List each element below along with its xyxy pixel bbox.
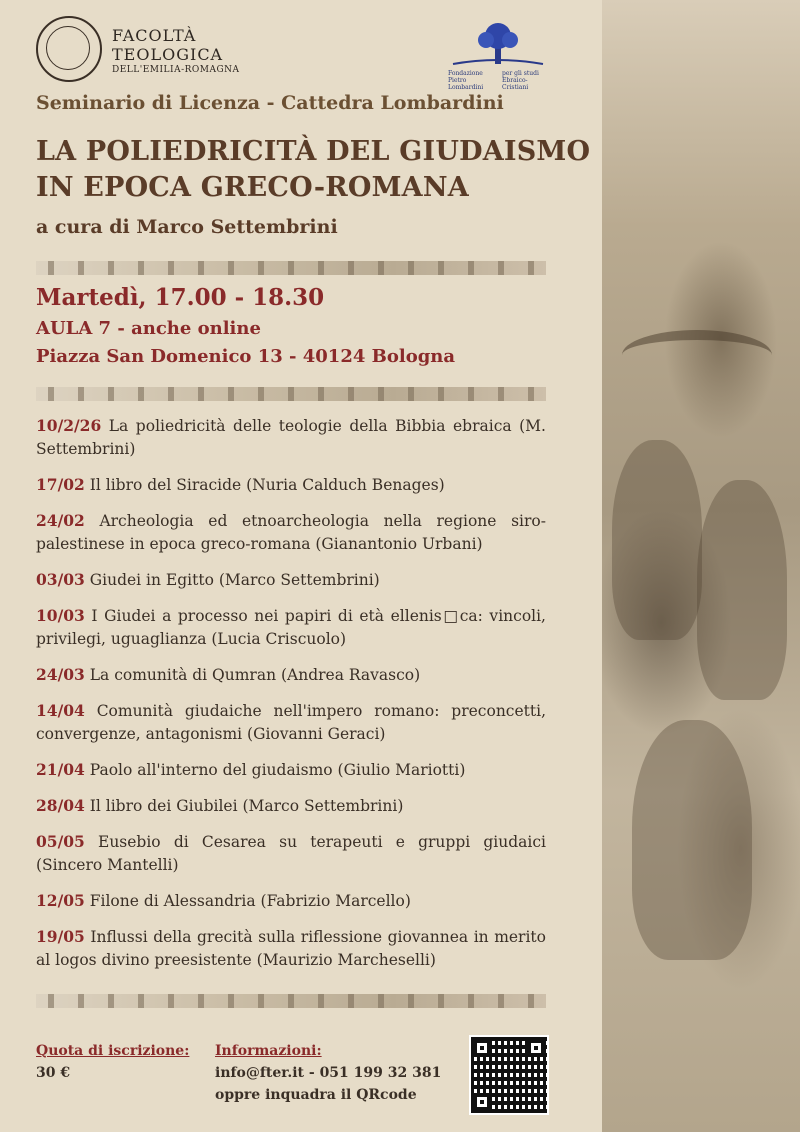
faculty-logo xyxy=(36,16,102,82)
lecture-text: Il libro dei Giubilei (Marco Settembrini) xyxy=(89,797,404,815)
list-item xyxy=(36,604,546,651)
event-room: AULA 7 - anche online xyxy=(36,318,261,339)
event-title-line2: IN EPOCA GRECO-ROMANA xyxy=(36,172,469,203)
list-item xyxy=(36,699,546,746)
qr-finder-icon xyxy=(473,1039,491,1057)
lecture-date: 28/04 xyxy=(36,796,85,815)
lecture-text: I Giudei a processo nei papiri di età ellenis□ca: vincoli, privilegi, uguaglianza (Lucia Criscuolo) xyxy=(36,607,546,648)
lecture-date: 10/03 xyxy=(36,606,85,625)
figure-shape xyxy=(632,720,752,960)
lecture-date: 24/02 xyxy=(36,511,85,530)
figure-shape xyxy=(612,440,702,640)
lecture-date: 19/05 xyxy=(36,927,85,946)
lecture-text: Influssi della grecità sulla riflessione giovannea in merito al logos divino preesistente (Maurizio Marcheselli) xyxy=(36,928,546,969)
lecture-date: 05/05 xyxy=(36,832,85,851)
event-time: Martedì, 17.00 - 18.30 xyxy=(36,284,325,311)
list-item xyxy=(36,794,546,818)
divider xyxy=(36,261,546,275)
lecture-text: Giudei in Egitto (Marco Settembrini) xyxy=(89,571,380,589)
fee-label: Quota di iscrizione: xyxy=(36,1043,190,1059)
program-list xyxy=(36,414,546,984)
menorah-relief-shape xyxy=(622,330,772,380)
info-qr-hint: oppre inquadra il QRcode xyxy=(215,1087,417,1103)
tree-icon xyxy=(448,20,548,70)
lecture-text: Il libro del Siracide (Nuria Calduch Benages) xyxy=(89,476,445,494)
list-item xyxy=(36,830,546,877)
lecture-date: 24/03 xyxy=(36,665,85,684)
qr-finder-icon xyxy=(527,1039,545,1057)
lecture-text: Archeologia ed etnoarcheologia nella regione siro-palestinese in epoca greco-romana (Gianantonio Urbani) xyxy=(36,512,546,553)
foundation-logo xyxy=(448,20,548,91)
lecture-text: Filone di Alessandria (Fabrizio Marcello) xyxy=(89,892,411,910)
list-item xyxy=(36,568,546,592)
event-address: Piazza San Domenico 13 - 40124 Bologna xyxy=(36,346,456,367)
list-item xyxy=(36,889,546,913)
qr-code[interactable] xyxy=(471,1037,547,1113)
lecture-date: 21/04 xyxy=(36,760,85,779)
lecture-date: 17/02 xyxy=(36,475,85,494)
foundation-caption-right: per gli studi Ebraico-Cristiani xyxy=(502,70,539,91)
list-item xyxy=(36,414,546,461)
list-item xyxy=(36,509,546,556)
event-title xyxy=(36,134,590,206)
info-label: Informazioni: xyxy=(215,1043,322,1059)
list-item xyxy=(36,925,546,972)
lecture-text: La poliedricità delle teologie della Bibbia ebraica (M. Settembrini) xyxy=(36,417,546,458)
curator: a cura di Marco Settembrini xyxy=(36,216,338,238)
lecture-date: 10/2/26 xyxy=(36,416,102,435)
seminar-label: Seminario di Licenza - Cattedra Lombardini xyxy=(36,92,504,114)
info-contact xyxy=(215,1062,441,1106)
lecture-date: 12/05 xyxy=(36,891,85,910)
faculty-name-line1: FACOLTÀ xyxy=(112,26,197,45)
lecture-text: Paolo all'interno del giudaismo (Giulio Mariotti) xyxy=(89,761,466,779)
lecture-text: La comunità di Qumran (Andrea Ravasco) xyxy=(89,666,421,684)
event-title-line1: LA POLIEDRICITÀ DEL GIUDAISMO xyxy=(36,136,591,167)
fee-value: 30 € xyxy=(36,1065,71,1081)
faculty-name xyxy=(112,26,240,76)
list-item xyxy=(36,473,546,497)
lecture-date: 14/04 xyxy=(36,701,85,720)
lecture-date: 03/03 xyxy=(36,570,85,589)
info-email-phone: info@fter.it - 051 199 32 381 xyxy=(215,1065,442,1081)
divider xyxy=(36,387,546,401)
foundation-caption-left: Fondazione Pietro Lombardini xyxy=(448,70,484,91)
faculty-name-line3: DELL'EMILIA-ROMAGNA xyxy=(112,65,240,75)
figure-shape xyxy=(697,480,787,700)
relief-image xyxy=(602,0,800,1132)
lecture-text: Comunità giudaiche nell'impero romano: preconcetti, convergenze, antagonismi (Giovanni Geraci) xyxy=(36,702,546,743)
divider xyxy=(36,994,546,1008)
lecture-text: Eusebio di Cesarea su terapeuti e gruppi giudaici (Sincero Mantelli) xyxy=(36,833,546,874)
list-item xyxy=(36,758,546,782)
qr-finder-icon xyxy=(473,1093,491,1111)
list-item xyxy=(36,663,546,687)
faculty-name-line2: TEOLOGICA xyxy=(112,45,224,64)
